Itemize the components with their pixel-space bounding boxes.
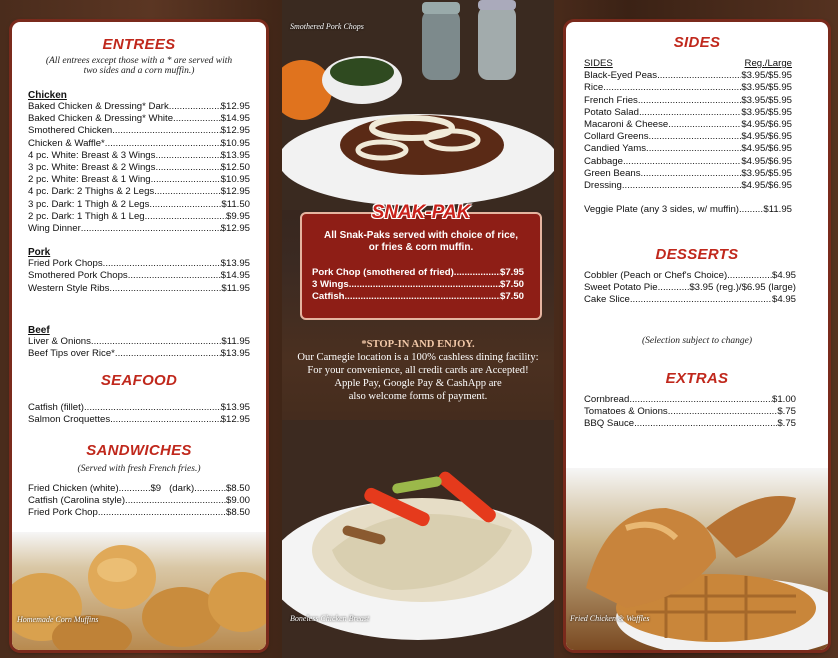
leader-dots [649,131,742,143]
item-price: $12.50 [220,162,250,174]
entrees-title: ENTREES [102,36,176,53]
leader-dots [115,348,221,360]
item-name: Macaroni & Cheese [584,119,669,131]
item-name: Chicken & Waffle* [28,137,105,149]
menu-row [584,119,792,131]
menu-row: Catfish (Carolina style) ..... $9.00 [28,495,250,507]
caption-chicken-waffles: Fried Chicken & Waffles [570,614,650,623]
sandwiches-note: (Served with fresh French fries.) [77,464,201,474]
item-price: $3.95/$5.95 [741,167,792,179]
menu-row [28,336,250,348]
middle-panel [282,0,554,658]
menu-row: Sweet Potato Pie ..... $3.95 (reg.)/ $6.95 (large) [584,282,796,294]
menu-row: Cobbler (Peach or Chef's Choice) ..... $4.95 [584,270,796,282]
leader-dots [155,150,220,162]
menu-row [28,258,250,270]
item-name: Green Beans [584,167,641,179]
item-price: $4.95/$6.95 [741,155,792,167]
menu-row [28,414,250,426]
leader-dots [349,279,500,291]
category-chicken: Chicken [28,90,67,101]
menu-row [28,199,250,211]
veggie-plate-row: Veggie Plate (any 3 sides, w/ muffin) ..... $11.95 [584,204,792,216]
caption-corn-muffins: Homemade Corn Muffins [17,615,99,624]
leader-dots [603,82,741,94]
item-price: $12.95 [220,414,250,426]
item-price: $4.95/$6.95 [741,143,792,155]
leader-dots [668,406,778,418]
menu-row [28,211,250,223]
sides-header: SIDES Reg./Large [584,58,792,69]
category-beef: Beef [28,324,50,336]
desserts-list [584,270,796,307]
menu-row [584,107,792,119]
desserts-title: DESSERTS [655,246,739,263]
item-price: $13.95 [220,402,250,413]
leader-dots [154,186,220,198]
stop-in-line-1: Our Carnegie location is a 100% cashless dining facility: [297,352,539,363]
entrees-list [28,90,250,360]
leader-dots [149,199,221,211]
menu-row [28,270,250,282]
item-price: $12.95 [220,101,250,112]
leader-dots [454,267,500,279]
item-price: $13.95 [220,258,250,270]
item-price: $11.50 [221,198,250,210]
item-name: Potato Salad [584,106,639,118]
item-name: Fried Pork Chops [28,258,103,270]
item-price: $12.95 [220,223,250,235]
menu-row [28,283,250,295]
menu-row [28,223,250,235]
seafood-title: SEAFOOD [100,372,178,389]
leader-dots [173,113,221,125]
menu-row [28,402,250,414]
item-price: $7.50 [499,291,524,303]
item-name: Pork Chop (smothered of fried) [312,267,454,278]
item-price: $10.95 [220,174,250,186]
menu-row [28,150,250,162]
extras-list [584,394,796,431]
item-name: Cornbread [584,394,630,405]
leader-dots [109,283,221,295]
caption-pork-chops: Smothered Pork Chops [290,22,364,31]
snakpak-box [300,202,542,320]
menu-row [28,186,250,198]
item-name: Catfish (fillet) [28,402,84,413]
menu-row [584,131,792,143]
leader-dots [641,168,742,180]
leader-dots [623,156,741,168]
leader-dots [657,70,741,82]
item-price: $4.95/$6.95 [741,119,792,131]
desserts-note: (Selection subject to change) [641,336,752,346]
menu-row: Cake Slice ..... $4.95 [584,294,796,306]
leader-dots [112,125,220,137]
leader-dots [646,143,741,155]
seafood-list [28,402,250,426]
leader-dots [81,223,221,235]
caption-boneless-chicken: Boneless Chicken Breast [290,614,370,623]
category-pork: Pork [28,247,51,259]
menu-row [28,113,250,125]
menu-row [584,143,792,155]
sandwiches-title: SANDWICHES [86,442,192,459]
item-price: $3.95/$5.95 [741,70,792,82]
sandwiches-list [28,483,250,520]
item-price: $.75 [777,406,796,418]
item-name: Baked Chicken & Dressing* Dark [28,101,169,112]
left-menu-panel [12,22,266,650]
item-price: $13.95 [220,149,250,161]
item-price: $3.95/$5.95 [741,82,792,94]
menu-row [584,180,792,192]
corn-muffins-photo [12,532,266,650]
menu-row: Fried Pork Chop ..... $8.50 [28,507,250,519]
item-name: 3 Wings [312,279,349,291]
item-price: $3.95/$5.95 [741,106,792,118]
menu-row [28,174,250,186]
item-price: $12.95 [220,125,250,137]
menu-row [312,279,524,291]
item-name: Baked Chicken & Dressing* White [28,113,174,125]
item-name: Tomatoes & Onions [584,406,668,418]
leader-dots [345,291,500,303]
stop-in-heading: *STOP-IN AND ENJOY. [361,339,475,350]
stop-in-notice [286,338,550,403]
item-price: $4.95/$6.95 [741,131,792,143]
leader-dots [84,402,221,414]
item-price: $13.95 [220,348,250,360]
item-price: $9.95 [225,210,250,222]
leader-dots [622,180,741,192]
sides-list [584,58,792,216]
leader-dots [668,119,741,131]
menu-row [584,70,792,82]
snakpak-list [312,267,524,304]
item-name: French Fries [584,94,638,106]
stop-in-line-4: also welcome forms of payment. [348,391,488,402]
item-name: Smothered Chicken [28,125,113,137]
item-name: Salmon Croquettes [28,414,111,426]
item-price: $.75 [777,418,796,430]
item-name: Beef Tips over Rice* [28,348,115,360]
item-name: 3 pc. White: Breast & 2 Wings [28,162,156,174]
item-name: Western Style Ribs [28,282,110,294]
menu-row [584,394,796,406]
item-price: $14.95 [220,270,250,282]
menu-row [584,168,792,180]
stop-in-line-3: Apple Pay, Google Pay & CashApp are [334,378,502,389]
item-name: 2 pc. White: Breast & 1 Wing [28,174,151,186]
item-price: $7.95 [499,267,524,278]
leader-dots [91,336,221,348]
leader-dots [155,162,220,174]
item-price: $3.95/$5.95 [741,94,792,106]
item-price: $11.95 [221,335,250,347]
item-price: $7.50 [499,279,524,291]
menu-row [584,95,792,107]
menu-row [584,418,796,430]
menu-row [312,267,524,279]
menu-row [312,291,524,303]
item-name: Smothered Pork Chops [28,270,128,282]
menu-row [28,138,250,150]
pork-chops-photo [282,0,554,210]
item-name: 3 pc. Dark: 1 Thigh & 2 Legs [28,198,150,210]
snakpak-title: SNAK-PAK [371,202,471,223]
entrees-note: (All entrees except those with a * are served with two sides and a corn muffin.) [45,56,233,76]
leader-dots [638,95,741,107]
menu-row [28,162,250,174]
menu-row: Fried Chicken (white) ..... $9 (dark) ..... $8.50 [28,483,250,495]
item-price: $11.95 [221,282,250,294]
menu-row [584,406,796,418]
leader-dots [105,138,221,150]
corn-muffins-image [12,532,266,650]
sides-title: SIDES [673,34,721,51]
menu-row [28,101,250,113]
item-price: $10.95 [220,137,250,149]
item-name: Dressing [584,180,622,192]
item-name: Rice [584,82,604,94]
extras-title: EXTRAS [665,370,729,387]
item-name: 4 pc. White: Breast & 3 Wings [28,149,156,161]
item-name: Cabbage [584,155,623,167]
item-price: $12.95 [220,186,250,198]
item-name: Wing Dinner [28,223,81,235]
menu-row [584,82,792,94]
leader-dots [103,258,221,270]
leader-dots [110,414,221,426]
item-price: $14.95 [220,113,250,125]
leader-dots [151,174,221,186]
leader-dots [145,211,226,223]
item-name: BBQ Sauce [584,418,635,430]
snakpak-desc: All Snak-Paks served with choice of rice, or fries & corn muffin. [324,230,518,253]
menu-row [28,348,250,360]
right-menu-panel [566,22,828,650]
item-price: $4.95/$6.95 [741,180,792,192]
item-name: Catfish [312,291,345,303]
stop-in-line-2: For your convenience, all credit cards are Accepted! [307,365,529,376]
item-name: Black-Eyed Peas [584,70,658,82]
leader-dots [128,270,221,282]
leader-dots [639,107,741,119]
item-name: 2 pc. Dark: 1 Thigh & 1 Leg [28,210,145,222]
leader-dots [629,394,772,406]
menu-row [584,156,792,168]
item-name: Candied Yams [584,143,647,155]
leader-dots [169,101,221,113]
item-price: $1.00 [771,394,796,405]
leader-dots [634,418,777,430]
item-name: 4 pc. Dark: 2 Thighs & 2 Legs [28,186,155,198]
item-name: Liver & Onions [28,335,91,347]
menu-row [28,125,250,137]
item-name: Collard Greens [584,131,649,143]
